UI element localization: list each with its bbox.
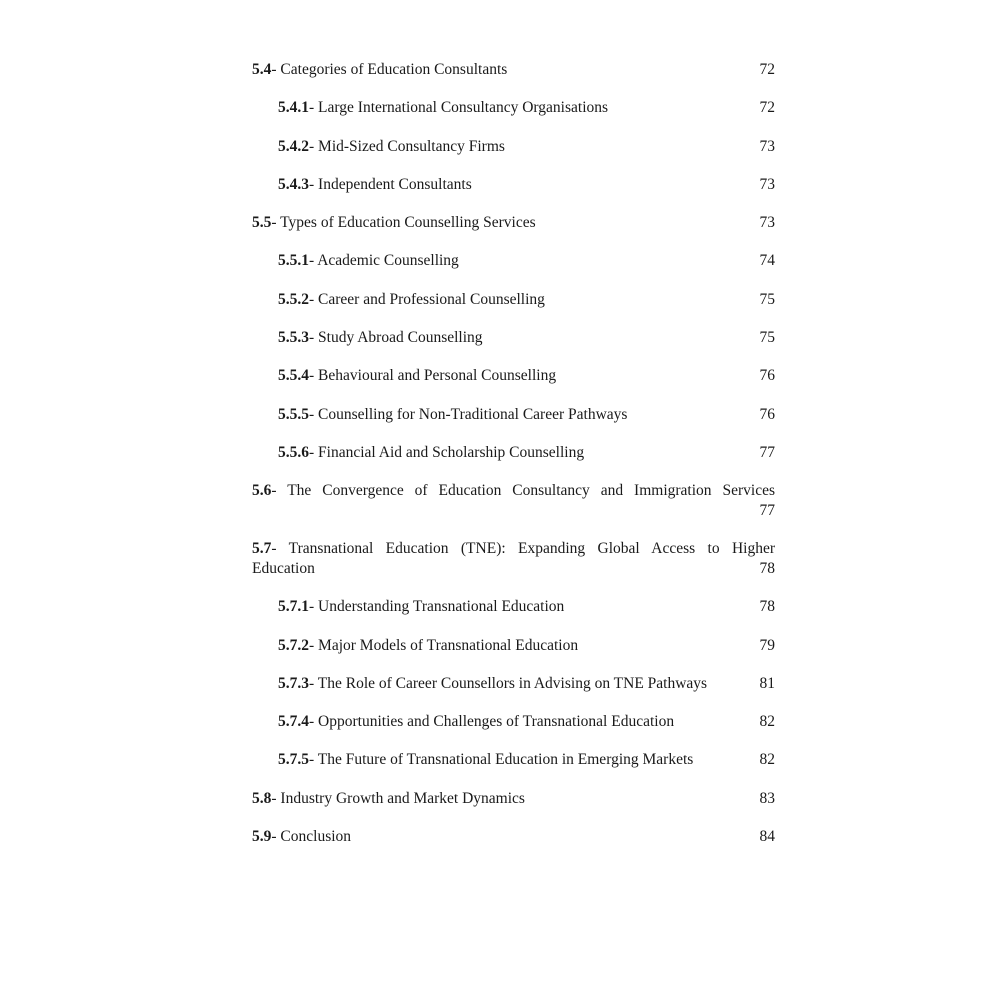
toc-entry-5-7: 5.7- Transnational Education (TNE): Expanding Global Access to Higher Education 78 <box>252 540 775 578</box>
toc-page-number: 79 <box>759 636 775 654</box>
toc-number: 5.5.2 <box>278 290 309 308</box>
toc-entry-5-7-5: 5.7.5- The Future of Transnational Education in Emerging Markets 82 <box>278 751 775 769</box>
toc-page-number: 75 <box>759 290 775 308</box>
toc-entry-5-7-1: 5.7.1- Understanding Transnational Education 78 <box>278 598 775 616</box>
toc-entry-5-5-5: 5.5.5- Counselling for Non-Traditional Career Pathways 76 <box>278 405 775 423</box>
toc-entry-5-5-1: 5.5.1- Academic Counselling 74 <box>278 252 775 270</box>
toc-page-number: 73 <box>759 137 775 155</box>
toc-number: 5.7.3 <box>278 674 309 692</box>
toc-title: Categories of Education Consultants <box>280 61 508 78</box>
table-of-contents <box>252 60 775 865</box>
toc-number: 5.4.2 <box>278 137 309 155</box>
toc-entry-5-9: 5.9- Conclusion 84 <box>252 828 775 846</box>
toc-entry-5-7-4: 5.7.4- Opportunities and Challenges of Transnational Education 82 <box>278 713 775 731</box>
toc-entry-5-4-1: 5.4.1- Large International Consultancy Organisations 72 <box>278 99 775 117</box>
toc-title: Mid-Sized Consultancy Firms <box>318 137 505 155</box>
toc-title: Financial Aid and Scholarship Counselling <box>318 443 585 461</box>
toc-number: 5.5.3 <box>278 329 309 347</box>
toc-page-number: 78 <box>759 560 775 578</box>
toc-title: Behavioural and Personal Counselling <box>318 367 557 385</box>
toc-title: Career and Professional Counselling <box>318 290 545 308</box>
toc-number: 5.5.4 <box>278 367 309 385</box>
toc-number: 5.5 <box>252 214 272 232</box>
toc-entry-5-4-3: 5.4.3- Independent Consultants 73 <box>278 175 775 193</box>
toc-page-number: 72 <box>759 99 775 117</box>
toc-page-number: 78 <box>759 598 775 616</box>
toc-title: Understanding Transnational Education <box>318 598 565 616</box>
toc-number: 5.7.2 <box>278 636 309 654</box>
toc-title: Opportunities and Challenges of Transnational Education <box>318 713 675 731</box>
toc-page-number: 84 <box>759 828 775 846</box>
toc-title: The Future of Transnational Education in Emerging Markets <box>317 751 694 769</box>
toc-entry-5-4-2: 5.4.2- Mid-Sized Consultancy Firms 73 <box>278 137 775 155</box>
toc-number: 5.5.6 <box>278 443 309 461</box>
toc-number: 5.8 <box>252 789 272 807</box>
toc-title: Large International Consultancy Organisations <box>318 99 609 117</box>
toc-entry-5-8: 5.8- Industry Growth and Market Dynamics 83 <box>252 789 775 807</box>
toc-number: 5.5.5 <box>278 405 309 423</box>
toc-page-number: 73 <box>759 214 775 232</box>
toc-entry-5-5-3: 5.5.3- Study Abroad Counselling 75 <box>278 329 775 347</box>
toc-title: Transnational Education (TNE): Expanding Global Access to Higher <box>288 540 775 558</box>
toc-title: The Role of Career Counsellors in Advising on TNE Pathways <box>317 674 708 692</box>
toc-page-number: 77 <box>759 502 775 520</box>
toc-title: Independent Consultants <box>318 175 472 193</box>
toc-number: 5.7.5 <box>278 751 309 769</box>
toc-title: Counselling for Non-Traditional Career Pathways <box>318 405 628 423</box>
toc-page-number: 73 <box>759 175 775 193</box>
toc-entry-5-5-6: 5.5.6- Financial Aid and Scholarship Counselling 77 <box>278 443 775 461</box>
toc-title: Conclusion <box>280 828 352 846</box>
toc-entry-5-5: 5.5- Types of Education Counselling Services 73 <box>252 214 775 232</box>
toc-entry-5-5-4: 5.5.4- Behavioural and Personal Counselling 76 <box>278 367 775 385</box>
toc-number: 5.4.1 <box>278 99 309 117</box>
toc-page-number: 81 <box>759 674 775 692</box>
toc-title: Types of Education Counselling Services <box>280 214 536 232</box>
toc-page-number: 82 <box>759 751 775 769</box>
toc-number: 5.7.1 <box>278 598 309 616</box>
toc-entry-5-7-3: 5.7.3- The Role of Career Counsellors in Advising on TNE Pathways 81 <box>278 674 775 692</box>
toc-page-number: 77 <box>759 443 775 461</box>
toc-page-number: 74 <box>759 252 775 270</box>
toc-number: 5.7 <box>252 540 272 558</box>
toc-title: Academic Counselling <box>317 252 459 270</box>
toc-entry-5-7-2: 5.7.2- Major Models of Transnational Education 79 <box>278 636 775 654</box>
toc-page-number: 76 <box>759 367 775 385</box>
toc-title: Study Abroad Counselling <box>318 329 483 347</box>
toc-number: 5.7.4 <box>278 713 309 731</box>
toc-page-number: 75 <box>759 329 775 347</box>
toc-number: 5.6 <box>252 482 272 500</box>
toc-number: 5.9 <box>252 828 272 846</box>
toc-number: 5.4.3 <box>278 175 309 193</box>
toc-page-number: 83 <box>759 789 775 807</box>
toc-title: Industry Growth and Market Dynamics <box>280 789 525 807</box>
toc-number: 5.4 <box>252 61 272 78</box>
toc-entry-5-6: 5.6- The Convergence of Education Consultancy and Immigration Services 77 <box>252 482 775 520</box>
toc-page-number: 76 <box>759 405 775 423</box>
toc-title-continued: Education <box>252 560 315 578</box>
toc-entry-5-4: 5.4- Categories of Education Consultants 72 <box>252 61 775 78</box>
toc-number: 5.5.1 <box>278 252 309 270</box>
toc-title: The Convergence of Education Consultancy and Immigration Services <box>287 482 775 500</box>
toc-page-number: 72 <box>759 61 775 78</box>
toc-page-number: 82 <box>759 713 775 731</box>
toc-entry-5-5-2: 5.5.2- Career and Professional Counselling 75 <box>278 290 775 308</box>
toc-title: Major Models of Transnational Education <box>318 636 579 654</box>
